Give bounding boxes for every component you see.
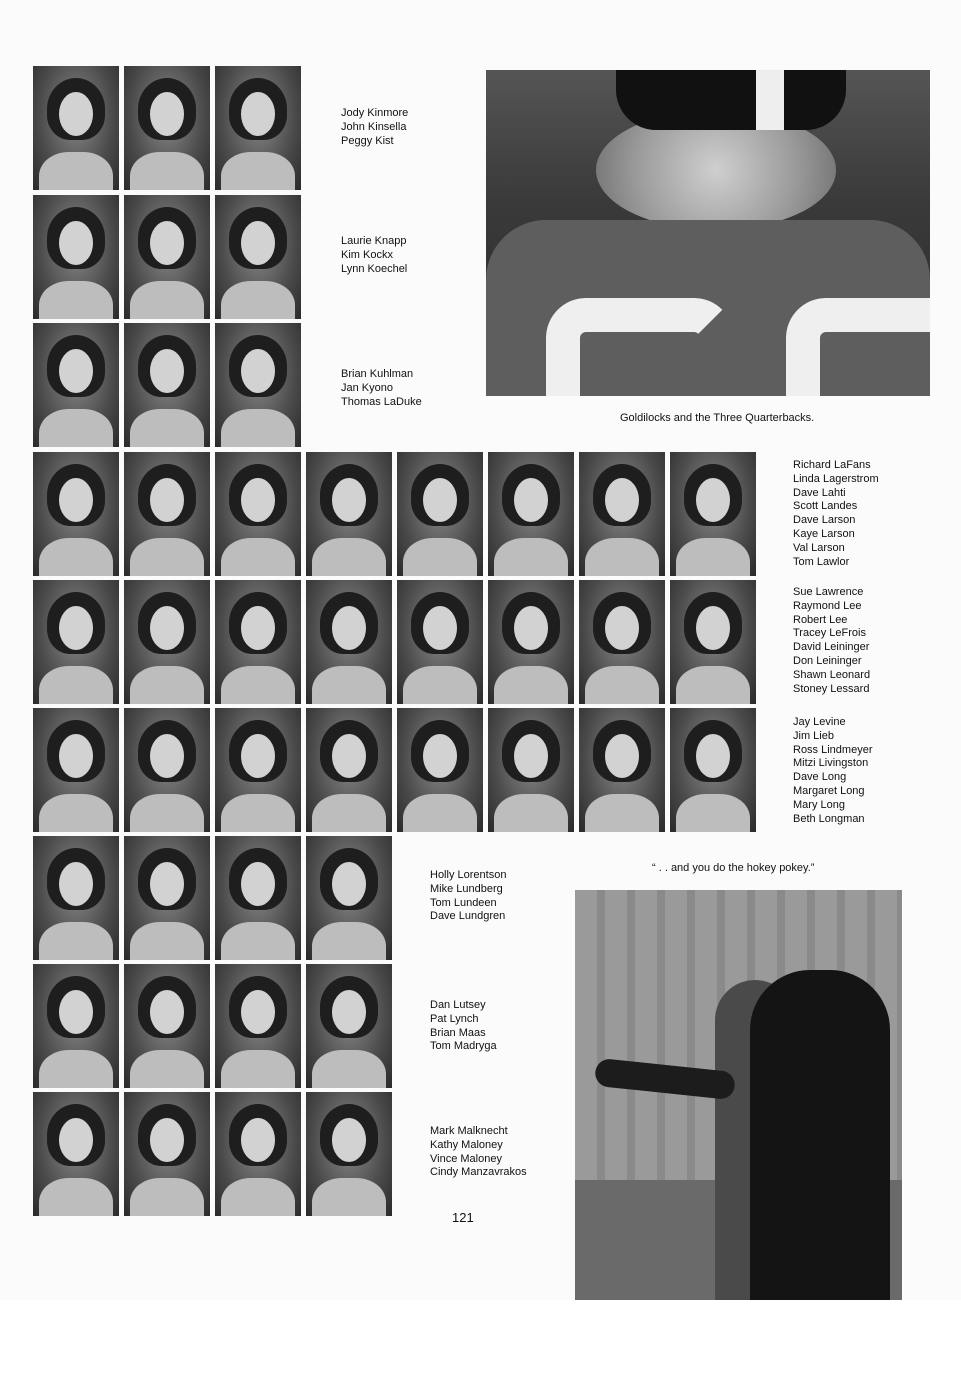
student-portrait [579,580,665,704]
student-name: Kim Kockx [341,248,393,261]
portrait-row-names [793,459,879,569]
student-name: Tom Lundeen [430,896,497,909]
student-name: Brian Maas [430,1026,486,1039]
student-name: Beth Longman [793,812,865,825]
student-portrait [215,580,301,704]
portrait-row-names [430,869,506,924]
student-portrait [215,708,301,832]
student-portrait [306,580,392,704]
student-portrait [670,452,756,576]
student-name: David Leininger [793,641,870,654]
portrait-row-names [341,235,407,276]
portrait-row-names [793,716,872,826]
student-portrait [33,195,119,319]
student-name: Jim Lieb [793,729,834,742]
portrait-row-names [793,586,870,696]
student-portrait [124,708,210,832]
student-name: Shawn Leonard [793,668,871,681]
student-portrait [215,1092,301,1216]
student-name: Ross Lindmeyer [793,743,873,756]
student-portrait [33,452,119,576]
student-portrait [33,964,119,1088]
student-portrait [124,1092,210,1216]
student-name: Raymond Lee [793,599,862,612]
student-name: Scott Landes [793,500,858,513]
student-portrait [397,708,483,832]
student-portrait [306,964,392,1088]
student-name: Stoney Lessard [793,682,870,695]
student-name: Dave Lahti [793,486,846,499]
student-portrait [215,836,301,960]
student-portrait [124,580,210,704]
student-portrait [397,580,483,704]
hokey-pokey-photo [575,890,902,1300]
student-portrait [124,323,210,447]
portrait-row-names [430,999,497,1054]
student-portrait [670,708,756,832]
student-name: Thomas LaDuke [341,395,422,408]
student-portrait [488,452,574,576]
student-portrait [488,580,574,704]
hokey-photo-caption: “ . . and you do the hokey pokey.” [652,862,815,874]
student-portrait [215,195,301,319]
student-name: Tom Madryga [430,1040,497,1053]
student-portrait [579,708,665,832]
student-name: Dave Lundgren [430,910,506,923]
student-name: Don Leininger [793,654,862,667]
student-name: Val Larson [793,541,845,554]
student-portrait [215,323,301,447]
student-portrait [33,580,119,704]
student-portrait [33,1092,119,1216]
student-name: Mitzi Livingston [793,757,869,770]
student-name: Sue Lawrence [793,586,864,598]
student-name: Jay Levine [793,716,846,728]
student-portrait [215,452,301,576]
student-portrait [306,708,392,832]
student-name: John Kinsella [341,120,407,133]
student-portrait [215,66,301,190]
student-name: Brian Kuhlman [341,368,414,380]
student-name: Robert Lee [793,613,848,626]
student-name: Dave Long [793,771,847,784]
student-portrait [124,964,210,1088]
football-photo-caption: Goldilocks and the Three Quarterbacks. [620,412,815,424]
student-name: Cindy Manzavrakos [430,1166,527,1179]
student-portrait [488,708,574,832]
student-portrait [33,66,119,190]
student-portrait [306,836,392,960]
student-name: Jan Kyono [341,381,393,394]
student-name: Lynn Koechel [341,262,408,275]
student-name: Linda Lagerstrom [793,472,879,485]
portrait-row-names [341,368,422,409]
student-name: Peggy Kist [341,134,394,147]
portrait-row-names [341,107,408,148]
student-name: Vince Maloney [430,1152,502,1165]
student-name: Margaret Long [793,784,865,797]
student-portrait [124,452,210,576]
student-portrait [124,66,210,190]
student-name: Mary Long [793,798,845,811]
student-portrait [306,452,392,576]
student-name: Mike Lundberg [430,882,503,895]
student-name: Tracey LeFrois [793,627,866,640]
student-name: Tom Lawlor [793,555,850,568]
football-photo [486,70,930,396]
student-name: Jody Kinmore [341,107,409,119]
student-name: Kathy Maloney [430,1138,503,1151]
student-portrait [215,964,301,1088]
page-number: 121 [452,1210,474,1225]
student-name: Richard LaFans [793,459,871,471]
student-portrait [33,708,119,832]
student-portrait [124,836,210,960]
student-name: Mark Malknecht [430,1125,508,1137]
student-portrait [124,195,210,319]
student-portrait [579,452,665,576]
student-portrait [397,452,483,576]
student-name: Pat Lynch [430,1012,479,1025]
student-name: Laurie Knapp [341,235,407,247]
student-portrait [33,836,119,960]
student-name: Kaye Larson [793,527,855,540]
student-portrait [33,323,119,447]
student-name: Holly Lorentson [430,869,507,881]
portrait-row-names [430,1125,527,1180]
student-portrait [670,580,756,704]
student-name: Dan Lutsey [430,999,486,1011]
student-name: Dave Larson [793,514,856,527]
student-portrait [306,1092,392,1216]
